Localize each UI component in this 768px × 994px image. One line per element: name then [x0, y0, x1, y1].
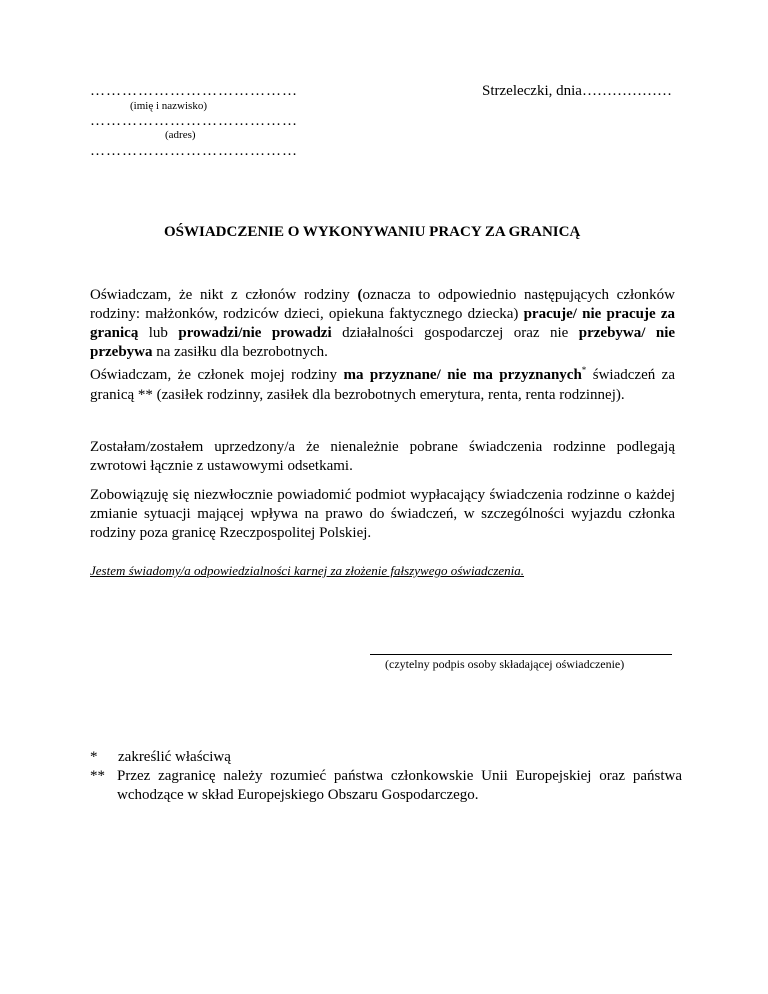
p1-text-1: Oświadczam, że nikt z członów rodziny [90, 287, 358, 303]
address-dots: ………………………………… [90, 113, 298, 129]
name-dots: ………………………………… [90, 83, 298, 99]
p1-text-2: oznacza to odpowiednio następujących członków rodziny: małżonków, rodziców dzieci, opiekuna faktycznego dziecka) [90, 287, 675, 322]
p1-text-5: na zasiłku dla bezrobotnych. [152, 344, 328, 360]
footnote-2-text: Przez zagranicę należy rozumieć państwa członkowskie Unii Europejskiej oraz państwa wchodzące w skład Europejskiego Obszaru Gospodarczego. [117, 768, 682, 803]
p2-text-1: Oświadczam, że członek mojej rodziny [90, 367, 344, 383]
statement-paragraph-4: Zobowiązuję się niezwłocznie powiadomić podmiot wypłacający świadczenia rodzinne o każdej zmianie sytuacji mającej wpływa na prawo do świadczeń, w szczególności wyjazdu członka rodziny poza granicę Rzeczpospolitej Polskiej. [90, 487, 675, 541]
p1-bold-1: ( [357, 287, 363, 303]
signature-label: (czytelny podpis osoby składającej oświadczenie) [385, 657, 625, 671]
p1-text-4: działalności gospodarczej oraz nie [331, 325, 579, 341]
footnote-2-mark: ** [90, 768, 105, 784]
p1-bold-2: pracuje/ nie pracuje za granicą [90, 306, 675, 341]
p1-text-3: lub [138, 325, 179, 341]
footnote-1-text: zakreślić właściwą [118, 749, 231, 765]
signature-line [370, 654, 672, 655]
p1-bold-3: prowadzi/nie prowadzi [178, 325, 332, 341]
statement-paragraph-2 [90, 366, 675, 405]
address-label: (adres) [165, 129, 196, 141]
footnote-1 [90, 748, 680, 767]
footnote-1-mark: * [90, 749, 98, 765]
awareness-statement: Jestem świadomy/a odpowiedzialności karnej za złożenie fałszywego oświadczenia. [90, 563, 525, 578]
p2-bold-1: ma przyznane/ nie ma przyznanych [343, 367, 582, 383]
extra-dots: ………………………………… [90, 143, 298, 159]
p1-bold-4: przebywa/ nie przebywa [90, 325, 676, 360]
place-date: Strzeleczki, dnia……………… [482, 83, 672, 99]
p2-text-2: świadczeń za granicą ** (zasiłek rodzinny, zasiłek dla bezrobotnych emerytura, renta, renta rodzinnej). [90, 367, 676, 403]
p2-superscript: * [581, 365, 587, 375]
name-label: (imię i nazwisko) [130, 100, 207, 112]
footnote-2 [90, 767, 682, 805]
statement-paragraph-1 [90, 286, 675, 362]
document-title: OŚWIADCZENIE O WYKONYWANIU PRACY ZA GRANICĄ [164, 224, 581, 240]
statement-paragraph-3: Zostałam/zostałem uprzedzony/a że nienależnie pobrane świadczenia rodzinne podlegają zwrotowi łącznie z ustawowymi odsetkami. [90, 439, 675, 474]
